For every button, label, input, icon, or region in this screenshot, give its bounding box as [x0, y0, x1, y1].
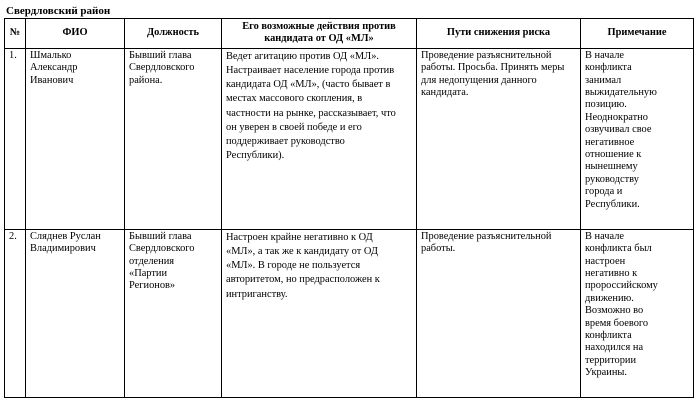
- risk-text: Проведение разъяснительной работы.: [421, 230, 552, 255]
- position-text: Бывший глава Свердловского отделения «Партии Регионов»: [129, 230, 195, 292]
- fio-text: Сляднев Руслан Владимирович: [30, 230, 101, 255]
- actions-text: Ведет агитацию против ОД «МЛ». Настраивает население города против кандидата ОД «МЛ», (часто бывает в местах массового скопления, в частности на рынке, рассказывает, что он уверен в своей победе и его поддерживает руководство Республики).: [226, 50, 396, 162]
- table-row: [5, 48, 694, 229]
- candidates-risk-table: [4, 18, 694, 398]
- table-row: [5, 229, 694, 397]
- table-header-row: [5, 19, 694, 49]
- header-position: Должность: [125, 19, 222, 49]
- row-fio: [26, 229, 125, 397]
- row-risk-reduction: [417, 48, 581, 229]
- header-note: Примечание: [581, 19, 694, 49]
- header-risk-reduction: Пути снижения риска: [417, 19, 581, 49]
- row-number: 2.: [5, 229, 26, 397]
- row-position: [125, 48, 222, 229]
- note-text: В начале конфликта был настроен негативно к пророссийскому движению. Возможно во время боевого конфликта находился на территории Украины.: [585, 230, 658, 379]
- row-fio: [26, 48, 125, 229]
- position-text: Бывший глава Свердловского района.: [129, 49, 195, 86]
- actions-text: Настроен крайне негативно к ОД «МЛ», а так же к кандидату от ОД «МЛ». В городе не пользуется авторитетом, но предрасположен к интриганству.: [226, 231, 380, 300]
- row-note: [581, 48, 694, 229]
- section-title: Свердловский район: [6, 5, 111, 17]
- header-number: №: [5, 19, 26, 49]
- row-position: [125, 229, 222, 397]
- fio-text: Шмалько Александр Иванович: [30, 49, 78, 86]
- row-number: 1.: [5, 48, 26, 229]
- row-risk-reduction: [417, 229, 581, 397]
- row-actions: [222, 48, 417, 229]
- row-actions: [222, 229, 417, 397]
- header-actions: Его возможные действия против кандидата от ОД «МЛ»: [222, 19, 417, 49]
- header-fio: ФИО: [26, 19, 125, 49]
- note-text: В начале конфликта занимал выжидательную позицию. Неоднократно озвучивал свое негативное отношение к нынешнему руководству города и Республики.: [585, 49, 657, 210]
- risk-text: Проведение разъяснительной работы. Просьба. Принять меры для недопущения данного кандидата.: [421, 49, 565, 99]
- row-note: [581, 229, 694, 397]
